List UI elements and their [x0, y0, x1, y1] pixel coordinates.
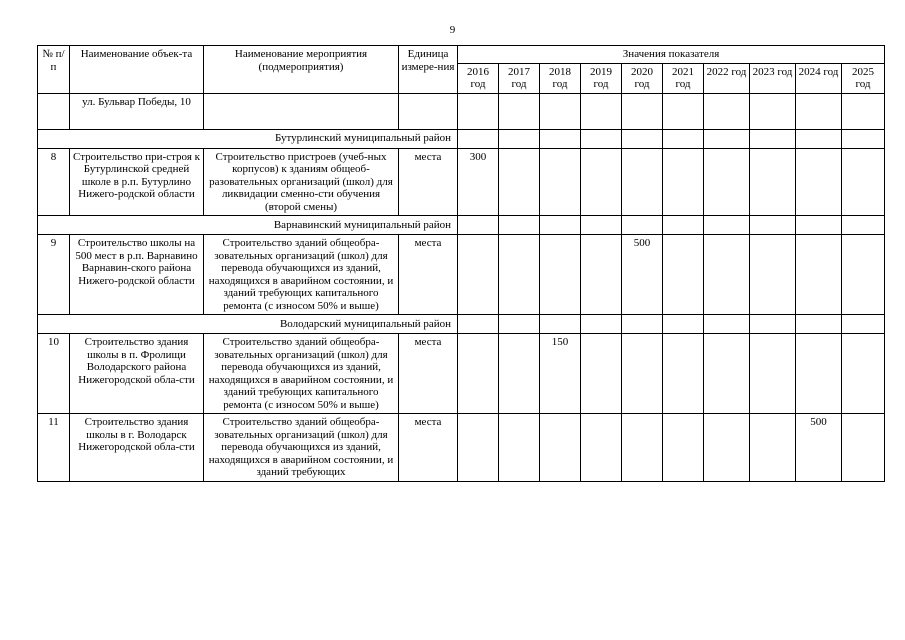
- table-cell: [842, 216, 885, 235]
- table-cell: [540, 93, 581, 129]
- table-cell: [796, 93, 842, 129]
- table-cell: [499, 129, 540, 148]
- table-cell: [540, 129, 581, 148]
- table-cell: [540, 315, 581, 334]
- table-cell: [750, 129, 796, 148]
- value-cell: [842, 148, 885, 216]
- measure-name-cell: Строительство зданий общеобра-зовательных организаций (школ) для перевода обучающихся из зданий, находящихся в аварийном состоянии, и зданий требующих капитального ремонта (с износом 50% и выше): [204, 235, 399, 315]
- value-cell: [842, 414, 885, 482]
- value-cell: 300: [458, 148, 499, 216]
- page-number: 9: [449, 24, 456, 36]
- table-row: [38, 148, 885, 216]
- value-cell: 500: [796, 414, 842, 482]
- value-cell: [458, 414, 499, 482]
- table-cell: [622, 216, 663, 235]
- table-cell: [622, 93, 663, 129]
- header-row-top: [38, 46, 885, 64]
- table-cell: [540, 216, 581, 235]
- section-title: Варнавинский муниципальный район: [38, 216, 458, 235]
- unit-cell: места: [399, 414, 458, 482]
- object-name-cell: Строительство здания школы в п. Фролищи Володарского района Нижегородской обла-сти: [70, 334, 204, 414]
- value-cell: [540, 148, 581, 216]
- value-cell: [581, 235, 622, 315]
- header-num: № п/п: [38, 46, 70, 94]
- table-cell: [458, 216, 499, 235]
- value-cell: [750, 235, 796, 315]
- object-name-cell: Строительство школы на 500 мест в р.п. Варнавино Варнавин-ского района Нижего-родской области: [70, 235, 204, 315]
- header-year: 2022 год: [704, 63, 750, 93]
- table-cell: [581, 216, 622, 235]
- value-cell: [499, 235, 540, 315]
- value-cell: [499, 334, 540, 414]
- section-row: [38, 129, 885, 148]
- row-number: 8: [38, 148, 70, 216]
- table-cell: [704, 216, 750, 235]
- table-cell: [796, 129, 842, 148]
- header-year: 2023 год: [750, 63, 796, 93]
- table-cell: [663, 315, 704, 334]
- object-name-cell: ул. Бульвар Победы, 10: [70, 93, 204, 129]
- header-year: 2020 год: [622, 63, 663, 93]
- table-cell: [38, 93, 70, 129]
- section-row: [38, 216, 885, 235]
- row-number: 9: [38, 235, 70, 315]
- header-year: 2016 год: [458, 63, 499, 93]
- value-cell: [704, 235, 750, 315]
- value-cell: [663, 334, 704, 414]
- row-number: 10: [38, 334, 70, 414]
- table-cell: [458, 93, 499, 129]
- table-cell: [663, 129, 704, 148]
- table-cell: [499, 315, 540, 334]
- table-row: [38, 235, 885, 315]
- table-cell: [499, 93, 540, 129]
- value-cell: [750, 148, 796, 216]
- header-year: 2025 год: [842, 63, 885, 93]
- value-cell: [842, 334, 885, 414]
- table-cell: [399, 93, 458, 129]
- table-row: [38, 414, 885, 482]
- table-cell: [704, 93, 750, 129]
- table-row: [38, 334, 885, 414]
- table-cell: [622, 129, 663, 148]
- section-title: Бутурлинский муниципальный район: [38, 129, 458, 148]
- table-cell: [704, 129, 750, 148]
- table-cell: [458, 129, 499, 148]
- table-cell: [750, 315, 796, 334]
- value-cell: [499, 414, 540, 482]
- measure-name-cell: Строительство зданий общеобра-зовательных организаций (школ) для перевода обучающихся из зданий, находящихся в аварийном состоянии, и зданий требующих: [204, 414, 399, 482]
- table-cell: [622, 315, 663, 334]
- table-cell: [581, 93, 622, 129]
- value-cell: [704, 414, 750, 482]
- value-cell: [663, 414, 704, 482]
- value-cell: [458, 235, 499, 315]
- object-name-cell: Строительство здания школы в г. Володарск Нижегородской обла-сти: [70, 414, 204, 482]
- measure-name-cell: Строительство зданий общеобра-зовательных организаций (школ) для перевода обучающихся из зданий, находящихся в аварийном состоянии, и зданий требующих капитального ремонта (с износом 50% и выше): [204, 334, 399, 414]
- row-number: 11: [38, 414, 70, 482]
- section-title: Володарский муниципальный район: [38, 315, 458, 334]
- table-cell: [499, 216, 540, 235]
- value-cell: [663, 235, 704, 315]
- table-cell: [796, 315, 842, 334]
- table-cell: [704, 315, 750, 334]
- table-cell: [750, 93, 796, 129]
- header-year: 2017 год: [499, 63, 540, 93]
- value-cell: [540, 414, 581, 482]
- value-cell: 500: [622, 235, 663, 315]
- header-year: 2019 год: [581, 63, 622, 93]
- header-values: Значения показателя: [458, 46, 885, 64]
- measure-name-cell: Строительство пристроев (учеб-ных корпусов) к зданиям общеоб-разовательных организаций (школ) для ликвидации сменно-сти обучения (второй смены): [204, 148, 399, 216]
- table-cell: [663, 216, 704, 235]
- value-cell: [704, 334, 750, 414]
- value-cell: 150: [540, 334, 581, 414]
- value-cell: [499, 148, 540, 216]
- value-cell: [796, 148, 842, 216]
- unit-cell: места: [399, 148, 458, 216]
- table-cell: [842, 93, 885, 129]
- value-cell: [796, 235, 842, 315]
- value-cell: [796, 334, 842, 414]
- value-cell: [622, 414, 663, 482]
- table-cell: [842, 129, 885, 148]
- table-cell: [663, 93, 704, 129]
- value-cell: [622, 148, 663, 216]
- table-cell: [581, 315, 622, 334]
- unit-cell: места: [399, 334, 458, 414]
- value-cell: [704, 148, 750, 216]
- value-cell: [750, 414, 796, 482]
- header-unit: Единица измере-ния: [399, 46, 458, 94]
- header-year: 2018 год: [540, 63, 581, 93]
- value-cell: [458, 334, 499, 414]
- table-cell: [581, 129, 622, 148]
- table-cell: [458, 315, 499, 334]
- section-row: [38, 315, 885, 334]
- indicator-table: [37, 45, 885, 482]
- continuation-row: [38, 93, 885, 129]
- value-cell: [622, 334, 663, 414]
- unit-cell: места: [399, 235, 458, 315]
- table-cell: [204, 93, 399, 129]
- table-cell: [842, 315, 885, 334]
- header-year: 2021 год: [663, 63, 704, 93]
- value-cell: [581, 148, 622, 216]
- table-cell: [796, 216, 842, 235]
- value-cell: [540, 235, 581, 315]
- header-year: 2024 год: [796, 63, 842, 93]
- value-cell: [581, 414, 622, 482]
- header-measure-name: Наименование мероприятия (подмероприятия): [204, 46, 399, 94]
- value-cell: [663, 148, 704, 216]
- value-cell: [581, 334, 622, 414]
- object-name-cell: Строительство при-строя к Бутурлинской средней школе в р.п. Бутурлино Нижего-родской области: [70, 148, 204, 216]
- table-cell: [750, 216, 796, 235]
- value-cell: [842, 235, 885, 315]
- value-cell: [750, 334, 796, 414]
- header-object-name: Наименование объек-та: [70, 46, 204, 94]
